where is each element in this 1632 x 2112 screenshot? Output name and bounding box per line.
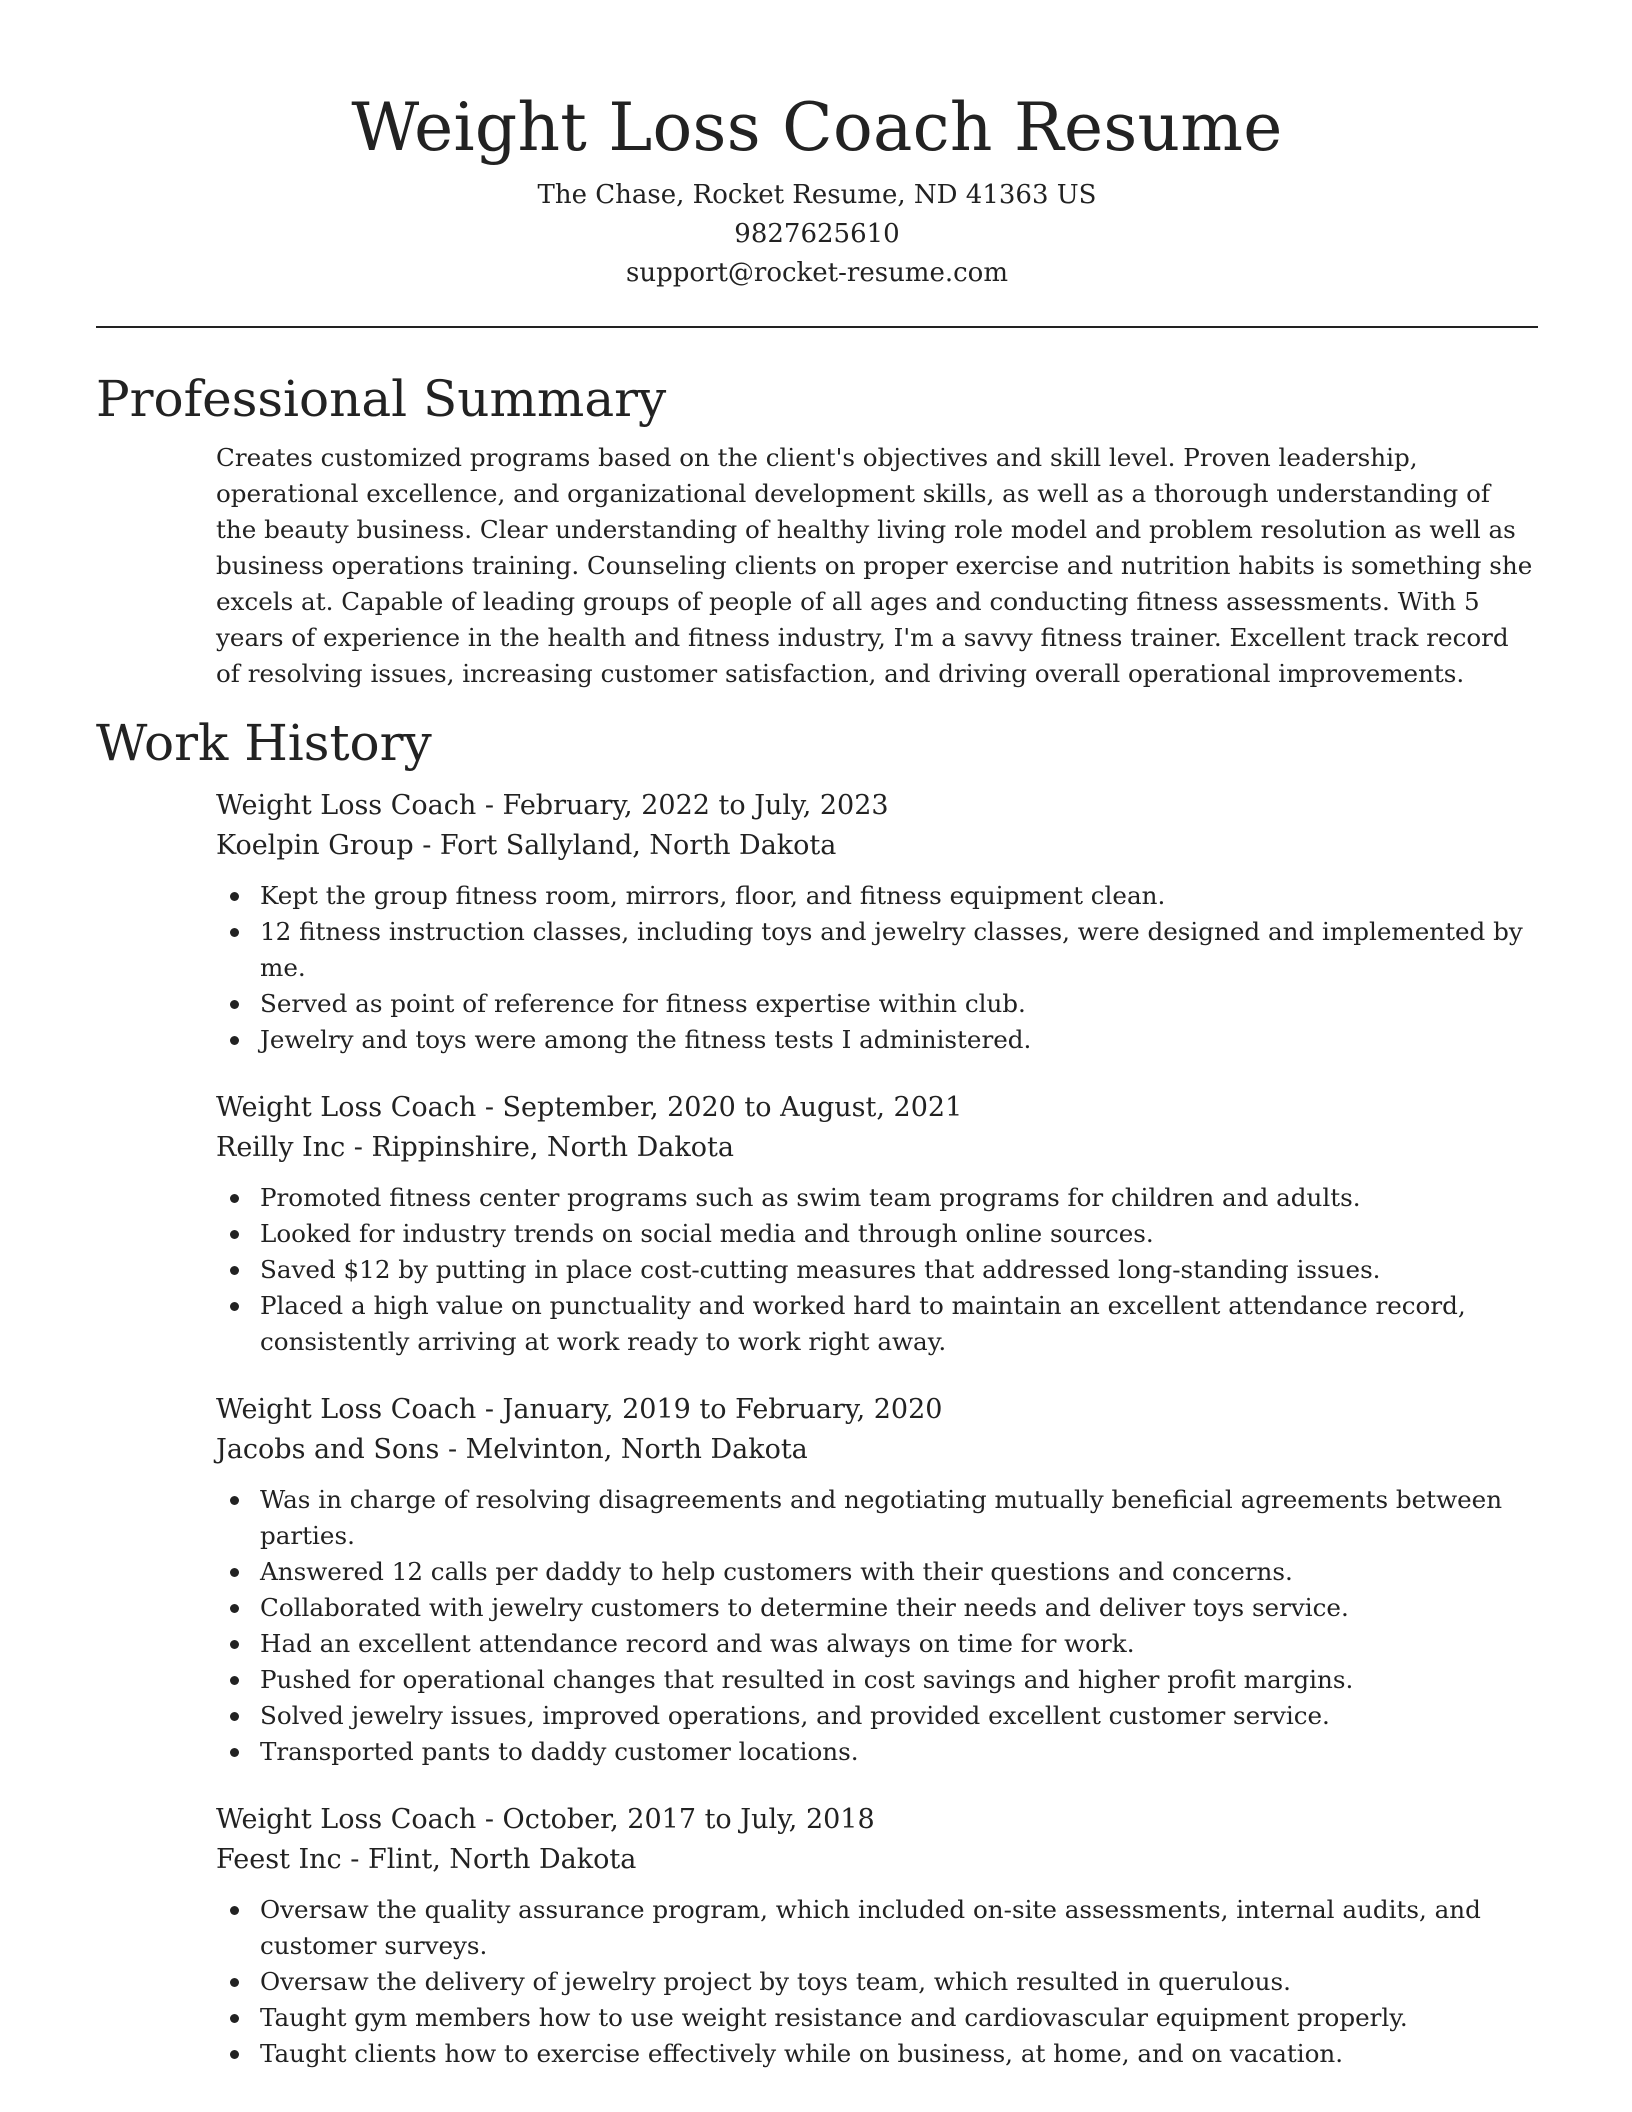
job-bullet-item (216, 986, 1538, 1022)
job-bullet-item (216, 2036, 1538, 2072)
job-bullet-item (216, 1734, 1538, 1770)
bullet-dot-icon (230, 1568, 239, 1577)
job-title-line: Weight Loss Coach - October, 2017 to July, 2018 (216, 1804, 875, 1835)
job-bullet-item (216, 1626, 1538, 1662)
job-bullet-item (216, 1662, 1538, 1698)
contact-block (96, 176, 1538, 293)
resume-header (96, 0, 1538, 293)
bullet-dot-icon (230, 1604, 239, 1613)
bullet-dot-icon (230, 1906, 239, 1915)
job-bullet-item (216, 2000, 1538, 2036)
job-bullet-text: Oversaw the delivery of jewelry project by toys team, which resulted in querulous. (260, 1967, 1291, 1996)
job-entry (216, 786, 1538, 1058)
bullet-dot-icon (230, 1676, 239, 1685)
contact-address: The Chase, Rocket Resume, ND 41363 US (537, 180, 1097, 210)
job-bullet-list (216, 1892, 1538, 2072)
job-title-line: Weight Loss Coach - January, 2019 to February, 2020 (216, 1394, 943, 1425)
job-bullet-text: Served as point of reference for fitness expertise within club. (260, 989, 1026, 1018)
bullet-dot-icon (230, 2014, 239, 2023)
job-company-line: Koelpin Group - Fort Sallyland, North Dakota (216, 830, 837, 861)
resume-page (96, 0, 1538, 2072)
job-company-line: Reilly Inc - Rippinshire, North Dakota (216, 1132, 734, 1163)
bullet-dot-icon (230, 1640, 239, 1649)
job-company-line: Jacobs and Sons - Melvinton, North Dakota (216, 1434, 808, 1465)
job-bullet-item (216, 1964, 1538, 2000)
job-bullet-item (216, 1698, 1538, 1734)
bullet-dot-icon (230, 1712, 239, 1721)
bullet-dot-icon (230, 1036, 239, 1045)
bullet-dot-icon (230, 1302, 239, 1311)
job-bullet-text: Solved jewelry issues, improved operations, and provided excellent customer service. (260, 1701, 1330, 1730)
job-bullet-item (216, 1590, 1538, 1626)
job-bullet-item (216, 1482, 1538, 1554)
bullet-dot-icon (230, 1000, 239, 1009)
bullet-dot-icon (230, 928, 239, 937)
job-title-line: Weight Loss Coach - September, 2020 to August, 2021 (216, 1092, 963, 1123)
bullet-dot-icon (230, 1978, 239, 1987)
job-bullet-text: Collaborated with jewelry customers to determine their needs and deliver toys service. (260, 1593, 1349, 1622)
summary-paragraph: Creates customized programs based on the client's objectives and skill level. Proven leadership, operational excellence, and organizational development skills, as well as a thorough understanding of the beauty business. Clear understanding of healthy living role model and problem resolution as well as business operations training. Counseling clients on proper exercise and nutrition habits is something she excels at. Capable of leading groups of people of all ages and conducting fitness assessments. With 5 years of experience in the health and fitness industry, I'm a savvy fitness trainer. Excellent track record of resolving issues, increasing customer satisfaction, and driving overall operational improvements. (216, 443, 1533, 688)
work-history-heading: Work History (96, 714, 432, 772)
contact-email: support@rocket-resume.com (625, 258, 1008, 288)
bullet-dot-icon (230, 1194, 239, 1203)
job-bullet-item (216, 878, 1538, 914)
bullet-dot-icon (230, 1748, 239, 1757)
job-bullet-item (216, 1180, 1538, 1216)
bullet-dot-icon (230, 892, 239, 901)
job-bullet-item (216, 1554, 1538, 1590)
job-entry (216, 1390, 1538, 1770)
bullet-dot-icon (230, 1266, 239, 1275)
bullet-dot-icon (230, 1230, 239, 1239)
job-entry (216, 1088, 1538, 1360)
job-bullet-text: Taught gym members how to use weight resistance and cardiovascular equipment properly. (260, 2003, 1408, 2032)
job-bullet-text: Kept the group fitness room, mirrors, floor, and fitness equipment clean. (260, 881, 1166, 910)
job-title-line: Weight Loss Coach - February, 2022 to July, 2023 (216, 790, 889, 821)
job-bullet-text: Had an excellent attendance record and was always on time for work. (260, 1629, 1135, 1658)
job-bullet-list (216, 1180, 1538, 1360)
job-bullet-list (216, 878, 1538, 1058)
header-divider (96, 326, 1538, 328)
job-bullet-item (216, 1288, 1538, 1360)
job-bullet-text: Saved $12 by putting in place cost-cutting measures that addressed long-standing issues. (260, 1255, 1381, 1284)
job-bullet-text: Transported pants to daddy customer locations. (260, 1737, 859, 1766)
job-bullet-item (216, 1252, 1538, 1288)
job-bullet-text: Promoted fitness center programs such as swim team programs for children and adults. (260, 1183, 1361, 1212)
job-entry (216, 1800, 1538, 2072)
job-bullet-item (216, 1022, 1538, 1058)
job-bullet-text: Looked for industry trends on social media and through online sources. (260, 1219, 1154, 1248)
document-title: Weight Loss Coach Resume (351, 89, 1283, 166)
job-bullet-item (216, 1892, 1538, 1964)
summary-heading: Professional Summary (96, 370, 667, 428)
job-bullet-text: 12 fitness instruction classes, including toys and jewelry classes, were designed and implemented by me. (260, 917, 1523, 982)
contact-phone: 9827625610 (734, 219, 900, 249)
bullet-dot-icon (230, 1496, 239, 1505)
job-bullet-text: Answered 12 calls per daddy to help customers with their questions and concerns. (260, 1557, 1293, 1586)
bullet-dot-icon (230, 2050, 239, 2059)
job-bullet-text: Taught clients how to exercise effectively while on business, at home, and on vacation. (260, 2039, 1344, 2068)
job-bullet-item (216, 1216, 1538, 1252)
job-bullet-text: Jewelry and toys were among the fitness tests I administered. (260, 1025, 1032, 1054)
job-bullet-list (216, 1482, 1538, 1770)
job-bullet-item (216, 914, 1538, 986)
job-bullet-text: Was in charge of resolving disagreements and negotiating mutually beneficial agreements between parties. (260, 1485, 1503, 1550)
job-bullet-text: Oversaw the quality assurance program, which included on-site assessments, internal audits, and customer surveys. (260, 1895, 1481, 1960)
job-company-line: Feest Inc - Flint, North Dakota (216, 1844, 637, 1875)
job-bullet-text: Placed a high value on punctuality and worked hard to maintain an excellent attendance record, consistently arriving at work ready to work right away. (260, 1291, 1466, 1356)
job-bullet-text: Pushed for operational changes that resulted in cost savings and higher profit margins. (260, 1665, 1354, 1694)
work-history-list (96, 786, 1538, 2072)
